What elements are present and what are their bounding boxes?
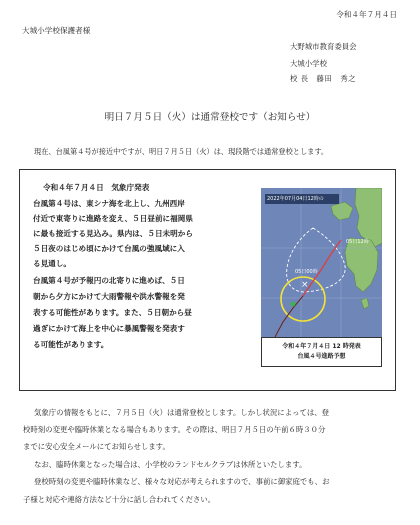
weather-notice-box [19, 169, 396, 391]
body-paragraph-line: 登校時刻の変更や臨時休業など、様々な対応が考えられますので、事前に御家庭でも、お [34, 477, 330, 486]
map-graphic [261, 188, 382, 337]
sender-board: 大野城市教育委員会 [290, 42, 357, 51]
notice-line: 台風第４号は、東シナ海を北上し、九州西岸 [33, 199, 185, 208]
typhoon-forecast-map [261, 188, 382, 337]
map-label-upper: 05日12時 [346, 239, 369, 245]
notice-line: ５日夜のはじめ頃にかけて台風の強風域に入 [33, 244, 185, 253]
notice-line: に最も接近する見込み。県内は、５日未明から [33, 229, 193, 238]
intro-text: 現在、台風第４号が接近中ですが、明日７月５日（火）は、現段階では通常登校とします。 [34, 147, 329, 156]
map-header: 2022年07月04日12時の [265, 194, 339, 204]
notice-line: 表する可能性があります。また、５日朝から昼 [33, 308, 192, 317]
body-paragraph-line: 子様と対応や連絡方法など十分に話し合われてください。 [23, 495, 216, 504]
body-paragraph-line: までに安心安全メールにてお知らせします。 [23, 442, 170, 451]
map-caption-line2: 台風４号進路予想 [297, 353, 346, 360]
page-title: 明日７月５日（火）は通常登校です（お知らせ） [104, 112, 316, 123]
sender-principal: 校 長 藤田 秀之 [290, 74, 356, 83]
svg-text:×: × [301, 280, 309, 290]
document-date: 令和４年７月４日 [336, 10, 397, 19]
map-caption [261, 337, 382, 367]
map-label-lower: 05日00時 [295, 269, 318, 275]
notice-line: 付近で東寄りに進路を変え、５日昼前に福岡県 [33, 214, 193, 223]
body-paragraph-line: 校時刻の変更や臨時休業となる場合もあります。その際は、明日７月５日の午前６時３０分 [23, 425, 326, 434]
notice-heading: 令和４年７月４日 気象庁発表 [43, 183, 150, 192]
notice-line: 台風第４号が予報円の北寄りに進めば、５日 [33, 276, 185, 285]
sender-school: 大城小学校 [290, 59, 327, 68]
body-paragraph-line: 気象庁の情報をもとに、７月５日（火）は通常登校とします。しかし状況によっては、登 [34, 408, 330, 417]
notice-line: 朝から夕方にかけて大雨警報や洪水警報を発 [33, 292, 185, 301]
recipient: 大城小学校保護者様 [22, 26, 91, 35]
notice-line: 過ぎにかけて海上を中心に暴風警報を発表す [33, 324, 185, 333]
body-paragraph-line: なお、臨時休業となった場合は、小学校のランドセルクラブは休所といたします。 [34, 460, 307, 469]
notice-line: る可能性があります。 [33, 340, 109, 349]
map-caption-line1: 令和４年７月４日 12 時発表 [282, 343, 361, 350]
notice-line: る見通し。 [33, 259, 71, 268]
